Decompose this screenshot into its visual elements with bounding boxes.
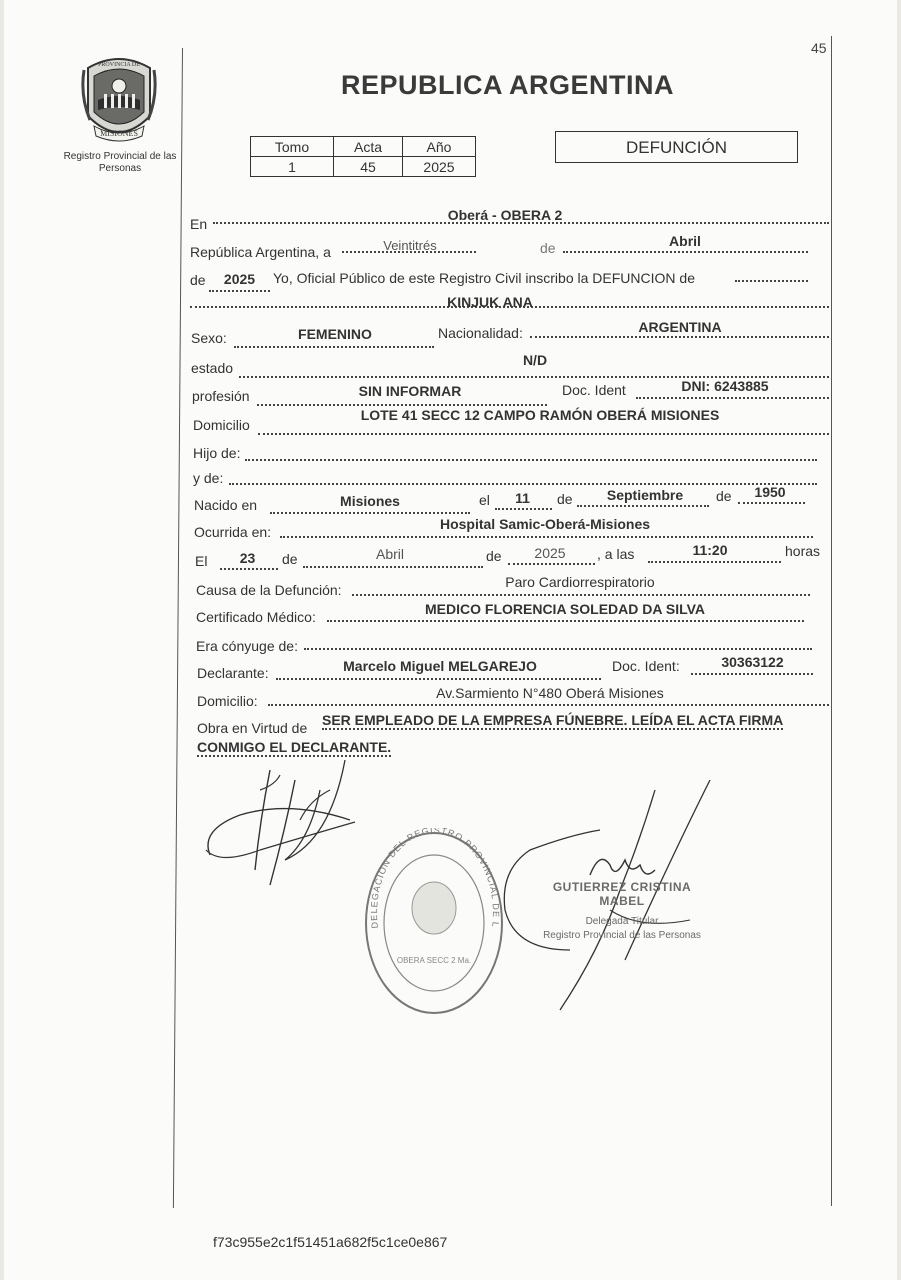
doc-value: DNI: 6243885 [681, 378, 769, 394]
record-table [250, 136, 476, 177]
domicilio-label: Domicilio [193, 417, 250, 433]
de-label: de [540, 240, 556, 256]
nacionalidad-label: Nacionalidad: [438, 325, 523, 341]
stamp-center-text: OBERA SECC 2 Ma. [396, 956, 472, 965]
stamp-ring-text: DELEGACION DEL REGISTRO PROVINCIAL DE L [368, 828, 502, 929]
official-name: GUTIERREZ CRISTINA MABEL [552, 880, 692, 908]
month-value: Abril [669, 233, 701, 249]
document-hash: f73c955e2c1f51451a682f5c1ce0e867 [213, 1234, 448, 1250]
estado-label: estado [191, 360, 234, 376]
official-stamp-text [532, 880, 712, 941]
official-office: Registro Provincial de las Personas [543, 930, 701, 941]
de4-label: de [716, 488, 732, 504]
nacionalidad-value: ARGENTINA [638, 319, 722, 335]
logo-bottom-text: MISIONES [100, 129, 138, 138]
certificado-value: MEDICO FLORENCIA SOLEDAD DA SILVA [425, 601, 705, 617]
el2-label: El [195, 553, 208, 569]
declarante-value: Marcelo Miguel MELGAREJO [343, 658, 537, 674]
estado-value: N/D [522, 352, 548, 368]
misiones-emblem-logo [80, 56, 158, 144]
death-time-value: 11:20 [692, 542, 728, 558]
certificado-label: Certificado Médico: [196, 609, 316, 625]
obra-value-line1: SER EMPLEADO DE LA EMPRESA FÚNEBRE. LEÍDA EL ACTA FIRMA [322, 712, 784, 728]
horas-label: horas [785, 543, 821, 559]
table-header-tomo: Tomo [251, 137, 334, 157]
conyuge-label: Era cónyuge de: [196, 638, 298, 654]
republica-label: República Argentina, a [190, 244, 331, 260]
birth-year-value: 1950 [754, 484, 786, 500]
delegation-round-stamp [362, 828, 507, 1023]
logo-top-text: PROVINCIA DE [98, 62, 140, 68]
el-label: el [479, 492, 490, 508]
profesion-value: SIN INFORMAR [358, 383, 462, 399]
alas-label: , a las [597, 546, 635, 562]
domicilio2-value: Av.Sarmiento N°480 Oberá Misiones [436, 685, 664, 701]
table-header-anio: Año [403, 137, 476, 157]
inscribo-line [735, 266, 808, 282]
de6-label: de [486, 548, 502, 564]
right-margin-line [831, 36, 832, 1206]
official-role: Delegada Titular [585, 916, 659, 927]
nacido-label: Nacido en [194, 497, 258, 513]
act-type-box: DEFUNCIÓN [555, 131, 798, 163]
declarant-signature [200, 760, 370, 895]
sexo-label: Sexo: [191, 330, 227, 346]
death-year-value: 2025 [534, 545, 566, 561]
birth-month-value: Septiembre [606, 487, 684, 503]
deceased-name-value: KINJUK ANA [447, 294, 533, 310]
registry-label: Registro Provincial de las Personas [63, 151, 177, 174]
inscribo-text: Yo, Oficial Público de este Registro Civil inscribo la DEFUNCION de [273, 270, 695, 286]
obra-label: Obra en Virtud de [197, 720, 308, 736]
sexo-value: FEMENINO [298, 326, 372, 342]
en-value: Oberá - OBERA 2 [447, 207, 563, 223]
en-label: En [190, 216, 208, 232]
hijo-line [245, 445, 817, 461]
conyuge-line [304, 634, 812, 650]
ocurrida-label: Ocurrida en: [194, 524, 272, 540]
de2-label: de [190, 272, 206, 288]
doc2-value: 30363122 [721, 654, 784, 670]
page-number: 45 [811, 40, 827, 56]
birth-day-value: 11 [515, 490, 530, 506]
ocurrida-value: Hospital Samic-Oberá-Misiones [439, 516, 651, 532]
declarante-label: Declarante: [197, 665, 269, 681]
doc2-label: Doc. Ident: [612, 658, 680, 674]
day-words-value: Veintitrés [383, 238, 437, 253]
de5-label: de [282, 551, 298, 567]
death-month-value: Abril [375, 546, 404, 562]
table-cell-anio: 2025 [403, 157, 476, 177]
table-cell-acta: 45 [334, 157, 403, 177]
causa-value: Paro Cardiorrespiratorio [505, 574, 655, 590]
death-day-value: 23 [239, 550, 256, 566]
domicilio2-label: Domicilio: [197, 693, 258, 709]
table-cell-tomo: 1 [251, 157, 334, 177]
yde-label: y de: [193, 470, 224, 486]
de3-label: de [557, 491, 573, 507]
table-header-acta: Acta [334, 137, 403, 157]
profesion-label: profesión [192, 388, 250, 404]
page-title: REPUBLICA ARGENTINA [341, 70, 674, 100]
hijo-label: Hijo de: [193, 445, 241, 461]
domicilio-value: LOTE 41 SECC 12 CAMPO RAMÓN OBERÁ MISIONES [360, 407, 720, 423]
obra-value-line2: CONMIGO EL DECLARANTE. [197, 739, 392, 755]
causa-label: Causa de la Defunción: [196, 582, 342, 598]
year-value: 2025 [223, 271, 256, 287]
yde-line [229, 469, 817, 485]
doc-label: Doc. Ident [562, 382, 626, 398]
nacido-place-value: Misiones [340, 493, 400, 509]
